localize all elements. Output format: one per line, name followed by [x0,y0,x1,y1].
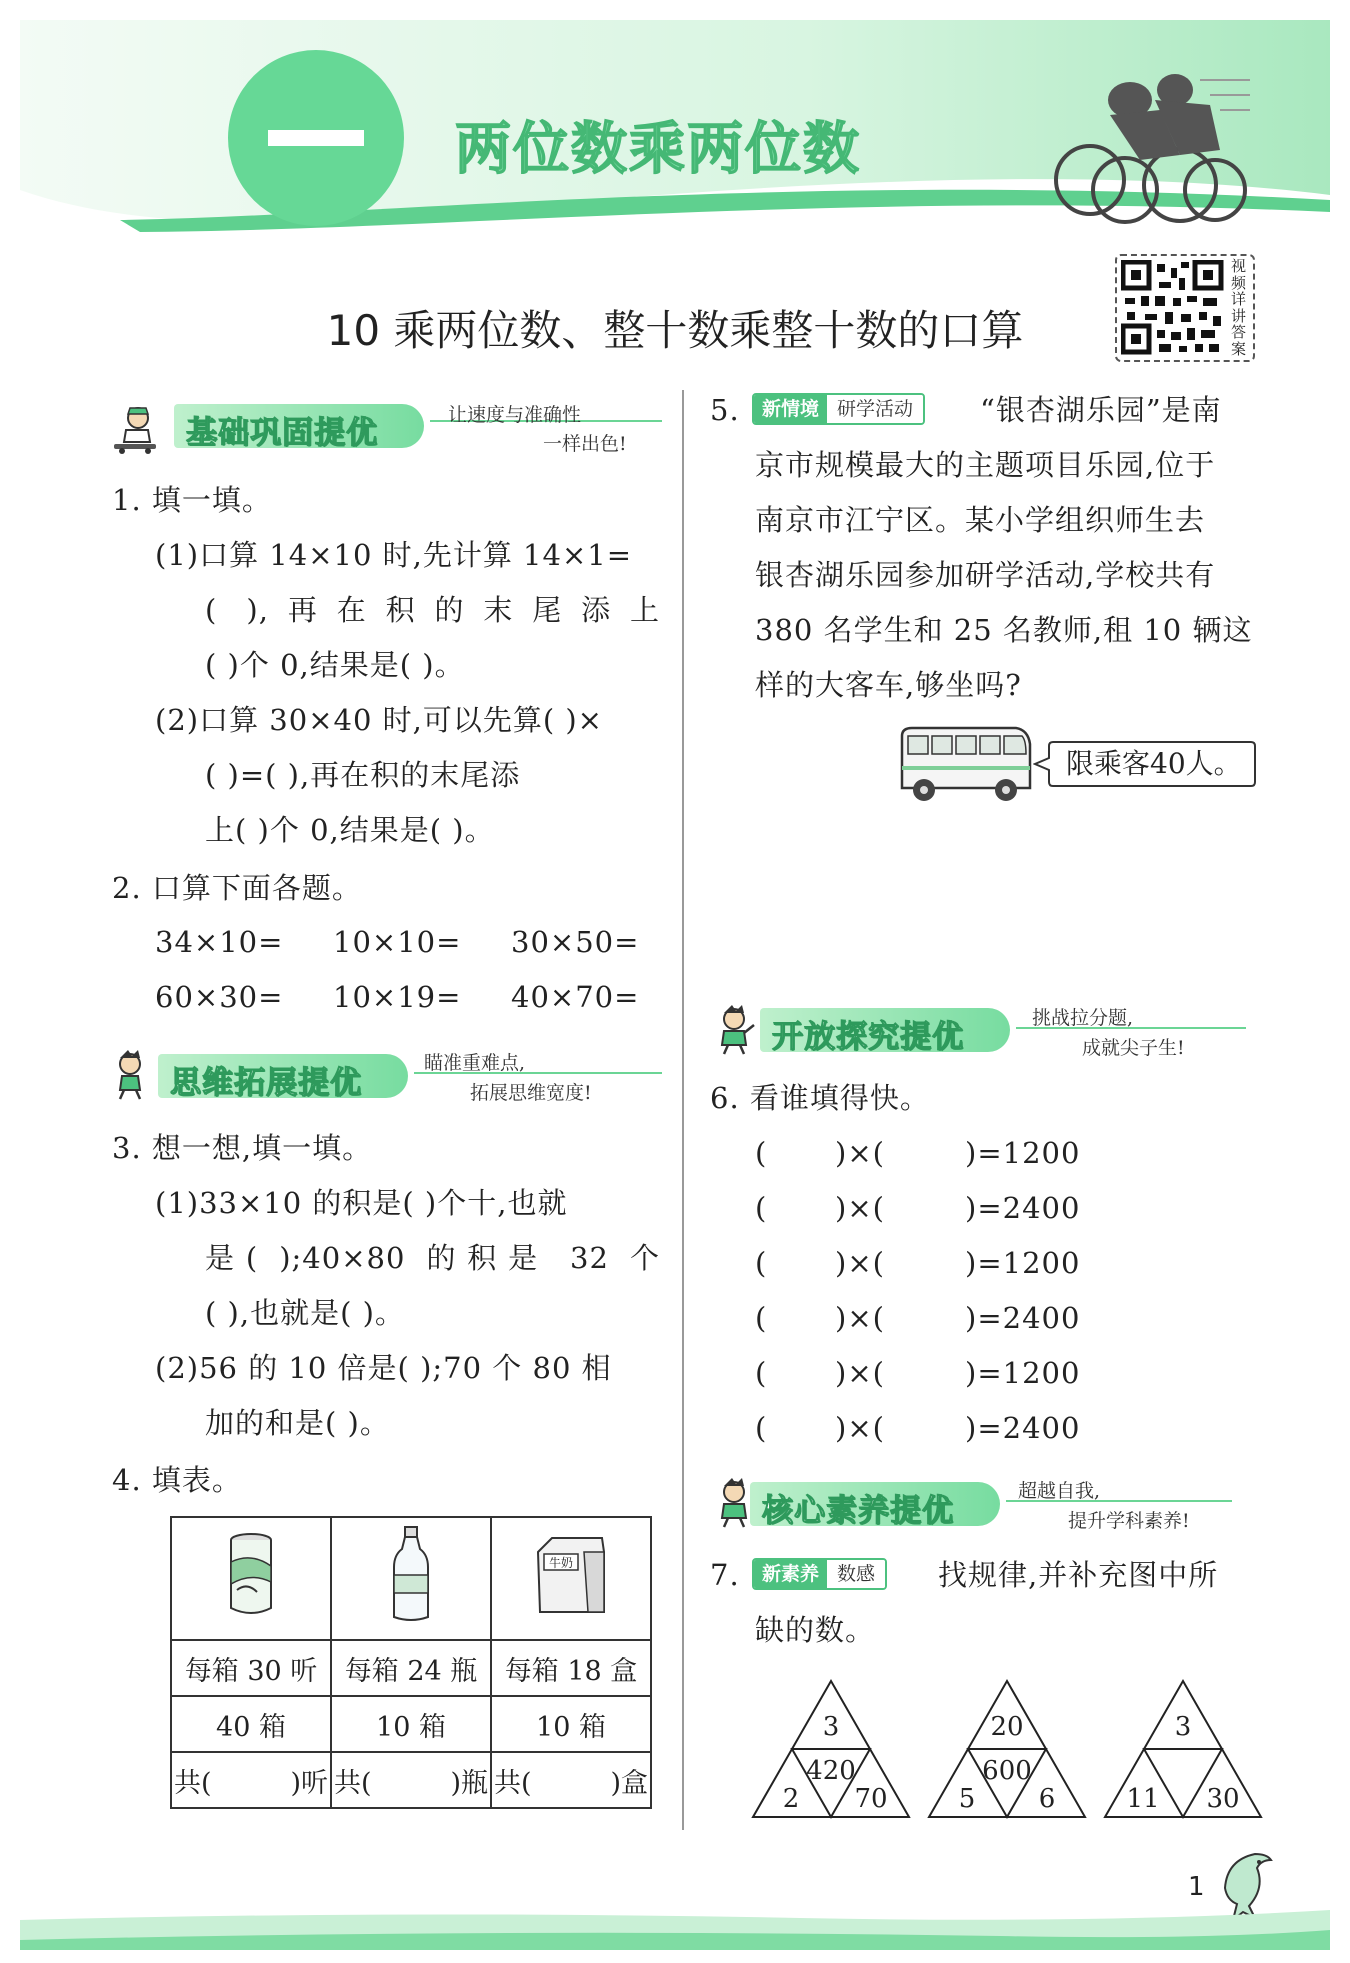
motto-core-2: 提升学科素养! [1068,1510,1190,1532]
q2-item: 34×10= [155,925,284,959]
q4-total [491,1752,651,1808]
qr-code-icon [1121,260,1225,356]
motto-basic-1: 让速度与准确性 [448,404,582,426]
q6-row-x: )×( [835,1411,885,1445]
q4-bottle-cell [331,1517,491,1640]
q6-row-eq: )=2400 [965,1301,1081,1335]
q5-number: 5. [710,393,740,427]
q3-p2-line1: (2)56 的 10 倍是( );70 个 80 相 [155,1351,612,1385]
q2-item: 10×19= [333,980,462,1014]
q2-item: 40×70= [511,980,640,1014]
q3-p1-line3: ( ),也就是( )。 [205,1296,405,1330]
q4-per-box: 每箱 30 听 [171,1640,331,1696]
qr-code[interactable] [1115,254,1255,362]
q6-row-lp: ( [755,1246,768,1280]
footer-wave [0,1900,1350,1963]
triangle-2-center: 600 [982,1756,1032,1786]
triangle-2-right: 6 [1038,1784,1056,1814]
q7-line2: 缺的数。 [755,1613,876,1647]
motto-basic-2: 一样出色! [543,433,627,455]
cyclist-illustration [1050,60,1250,235]
q7-triangles [745,1675,1265,1825]
page-number: 1 [1188,1872,1205,1902]
milk-carton-icon [530,1532,612,1618]
q3-p1-line1: (1)33×10 的积是( )个十,也就 [155,1186,568,1220]
q4-per-box: 每箱 18 盒 [491,1640,651,1696]
q6-row-x: )×( [835,1191,885,1225]
q5-line5: 380 名学生和 25 名教师,租 10 辆这 [755,613,1253,647]
mascot-explore-icon [710,1005,756,1055]
column-divider [682,390,684,1830]
q6-row-x: )×( [835,1246,885,1280]
q6-row-eq: )=2400 [965,1191,1081,1225]
bus-capacity-label: 限乘客40人。 [1066,747,1242,780]
triangle-1-left: 2 [782,1784,800,1814]
q6-row-lp: ( [755,1411,768,1445]
motto-core-1: 超越自我, [1018,1480,1101,1502]
q7-number: 7. [710,1558,740,1592]
q2-item: 60×30= [155,980,284,1014]
q7-tag-a: 新素养 [754,1560,827,1588]
motto-thinking-2: 拓展思维宽度! [470,1082,592,1104]
q4-total-pre: 共( [334,1767,372,1799]
q5-tag-b: 研学活动 [827,395,923,423]
section-title-thinking: 思维拓展提优 [170,1065,362,1101]
q6-title: 6. 看谁填得快。 [710,1081,930,1115]
q4-boxes: 10 箱 [331,1696,491,1752]
motto-open-2: 成就尖子生! [1082,1037,1185,1059]
q1-p1-line1: (1)口算 14×10 时,先计算 14×1= [155,538,633,572]
q5-line6: 样的大客车,够坐吗? [755,668,1022,702]
q5-line3: 南京市江宁区。某小学组织师生去 [755,503,1206,537]
triangle-3-left: 11 [1126,1784,1160,1814]
mascot-thinking-icon [108,1050,154,1100]
q7-tag-b: 数感 [827,1560,885,1588]
q1-title: 1. 填一填。 [112,483,272,517]
triangle-3-top: 3 [1174,1712,1192,1742]
triangle-2-top: 20 [990,1712,1024,1742]
q5-line4: 银杏湖乐园参加研学活动,学校共有 [755,558,1216,592]
q6-row-lp: ( [755,1301,768,1335]
q4-can-cell [171,1517,331,1640]
milk-label: 牛奶 [548,1556,574,1570]
q6-row-eq: )=1200 [965,1136,1081,1170]
soda-can-icon [223,1532,279,1618]
q6-row-lp: ( [755,1136,768,1170]
q6-row-eq: )=1200 [965,1356,1081,1390]
q4-table [170,1516,652,1809]
triangle-3-right: 30 [1206,1784,1240,1814]
qr-label: 视频详讲答案 [1231,257,1247,358]
triangle-2-left: 5 [958,1784,976,1814]
lesson-title: 10 乘两位数、整十数乘整十数的口算 [326,306,1024,355]
q6-row-lp: ( [755,1356,768,1390]
triangle-1-center: 420 [806,1756,856,1786]
q4-boxes: 10 箱 [491,1696,651,1752]
q4-total [171,1752,331,1808]
q1-p2-line1: (2)口算 30×40 时,可以先算( )× [155,703,603,737]
q4-total-post: )盒 [610,1767,648,1799]
q3-title: 3. 想一想,填一填。 [112,1131,373,1165]
q4-total-pre: 共( [494,1767,532,1799]
q3-p1-line2: 是( );40×80 的积是 32 个 [205,1241,660,1275]
bus-icon [898,722,1033,804]
q2-title: 2. 口算下面各题。 [112,871,362,905]
q1-p2-line2: ( )=( ),再在积的末尾添 [205,758,521,792]
motto-thinking-1: 瞄准重难点, [424,1052,526,1074]
q4-total-post: )瓶 [450,1767,488,1799]
q3-p2-line2: 加的和是( )。 [205,1406,390,1440]
motto-open-1: 挑战拉分题, [1032,1007,1134,1029]
q2-item: 10×10= [333,925,462,959]
q7-tag [752,1558,887,1590]
q6-row-eq: )=1200 [965,1246,1081,1280]
q6-row-x: )×( [835,1136,885,1170]
q6-row-x: )×( [835,1356,885,1390]
q5-tag [752,393,925,425]
q5-line1: “银杏湖乐园”是南 [980,393,1222,427]
triangle-1-right: 70 [854,1784,888,1814]
q4-title: 4. 填表。 [112,1463,242,1497]
q1-p2-line3: 上( )个 0,结果是( )。 [205,813,495,847]
q6-row-lp: ( [755,1191,768,1225]
chapter-title: 两位数乘两位数 [455,117,861,182]
q2-item: 30×50= [511,925,640,959]
q6-row-x: )×( [835,1301,885,1335]
q4-total [331,1752,491,1808]
triangle-1-top: 3 [822,1712,840,1742]
section-title-basic: 基础巩固提优 [186,415,378,451]
mascot-skateboard-icon [112,404,158,454]
q4-boxes: 40 箱 [171,1696,331,1752]
q4-total-post: )听 [290,1767,328,1799]
section-title-core: 核心素养提优 [762,1493,954,1529]
q5-tag-a: 新情境 [754,395,827,423]
q1-p1-line3: ( )个 0,结果是( )。 [205,648,465,682]
q4-milk-cell [491,1517,651,1640]
q1-p1-line2: ( ),再在积的末尾添上 [205,593,660,627]
water-bottle-icon [388,1525,434,1625]
q7-line1: 找规律,并补充图中所 [938,1558,1219,1592]
q4-total-pre: 共( [174,1767,212,1799]
q6-row-eq: )=2400 [965,1411,1081,1445]
q4-per-box: 每箱 24 瓶 [331,1640,491,1696]
section-title-open: 开放探究提优 [772,1019,964,1055]
q5-line2: 京市规模最大的主题项目乐园,位于 [755,448,1216,482]
